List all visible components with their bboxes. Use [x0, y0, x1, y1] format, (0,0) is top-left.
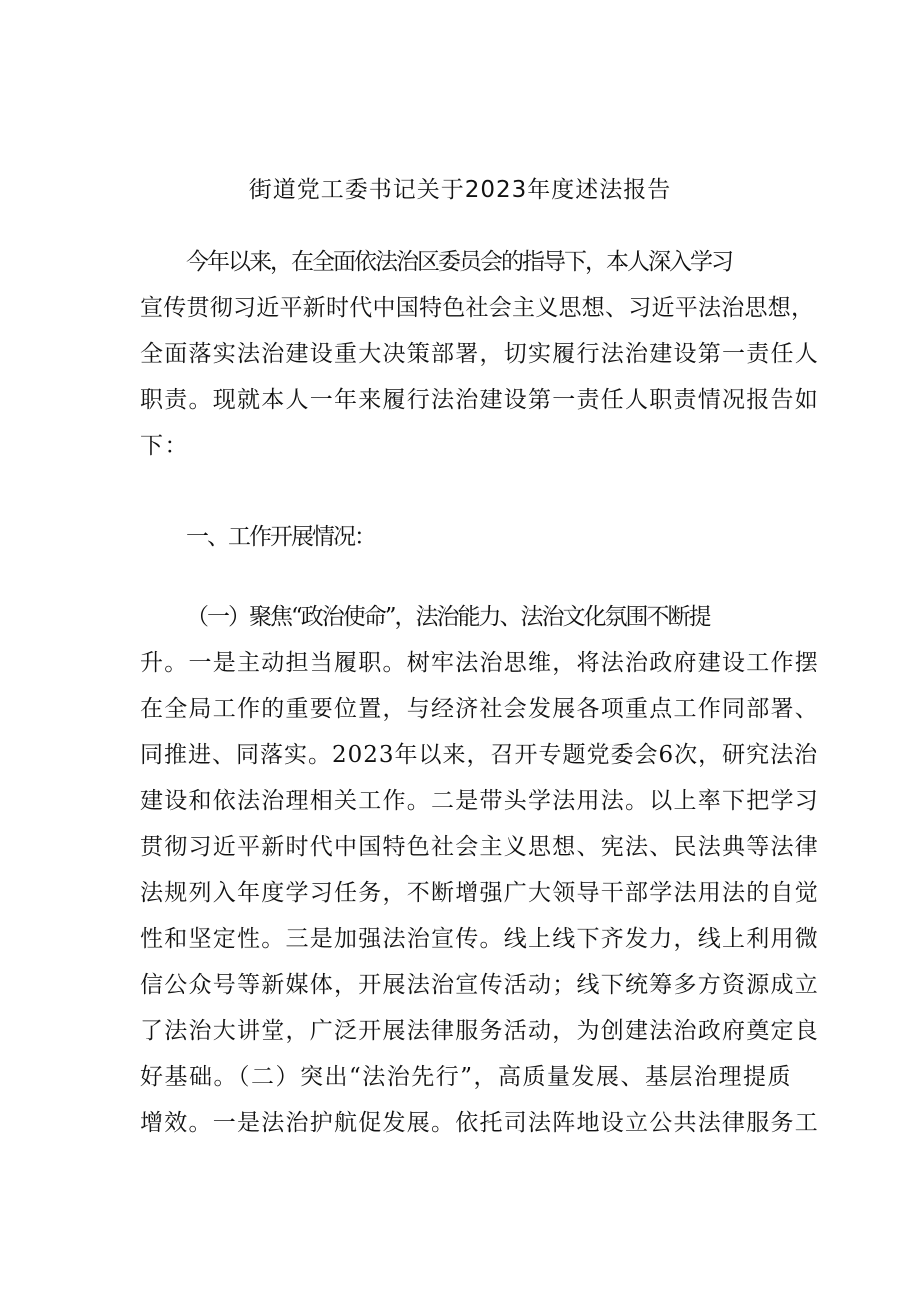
section-heading: 一、工作开展情况：: [186, 524, 375, 550]
paragraph-line: （一）聚焦“政治使命”，法治能力、法治文化氛围不断提: [186, 604, 710, 630]
paragraph-line: 信公众号等新媒体，开展法治宣传活动；线下统筹多方资源成立: [140, 972, 819, 998]
paragraph-line: 下：: [140, 433, 189, 459]
paragraph-line: 宣传贯彻习近平新时代中国特色社会主义思想、习近平法治思想，: [140, 295, 815, 321]
paragraph-line: 升。一是主动担当履职。树牢法治思维，将法治政府建设工作摆: [140, 650, 819, 676]
paragraph-line: 建设和依法治理相关工作。二是带头学法用法。以上率下把学习: [140, 788, 819, 814]
paragraph-line: 今年以来，在全面依法治区委员会的指导下，本人深入学习: [186, 249, 732, 275]
paragraph-line: 性和坚定性。三是加强法治宣传。线上线下齐发力，线上利用微: [140, 926, 819, 952]
paragraph-line: 同推进、同落实。2023年以来，召开专题党委会6次，研究法治: [140, 742, 819, 768]
paragraph-line: 增效。一是法治护航促发展。依托司法阵地设立公共法律服务工: [140, 1110, 819, 1136]
paragraph-line: 全面落实法治建设重大决策部署，切实履行法治建设第一责任人: [140, 341, 819, 367]
document-title: 街道党工委书记关于2023年度述法报告: [248, 177, 672, 203]
paragraph-line: 好基础。（二）突出“法治先行”，高质量发展、基层治理提质: [140, 1064, 793, 1090]
paragraph-line: 职责。现就本人一年来履行法治建设第一责任人职责情况报告如: [140, 387, 819, 413]
paragraph-line: 了法治大讲堂，广泛开展法律服务活动，为创建法治政府奠定良: [140, 1018, 819, 1044]
paragraph-line: 法规列入年度学习任务，不断增强广大领导干部学法用法的自觉: [140, 880, 819, 906]
paragraph-line: 贯彻习近平新时代中国特色社会主义思想、宪法、民法典等法律: [140, 834, 819, 860]
paragraph-line: 在全局工作的重要位置，与经济社会发展各项重点工作同部署、: [140, 696, 819, 722]
